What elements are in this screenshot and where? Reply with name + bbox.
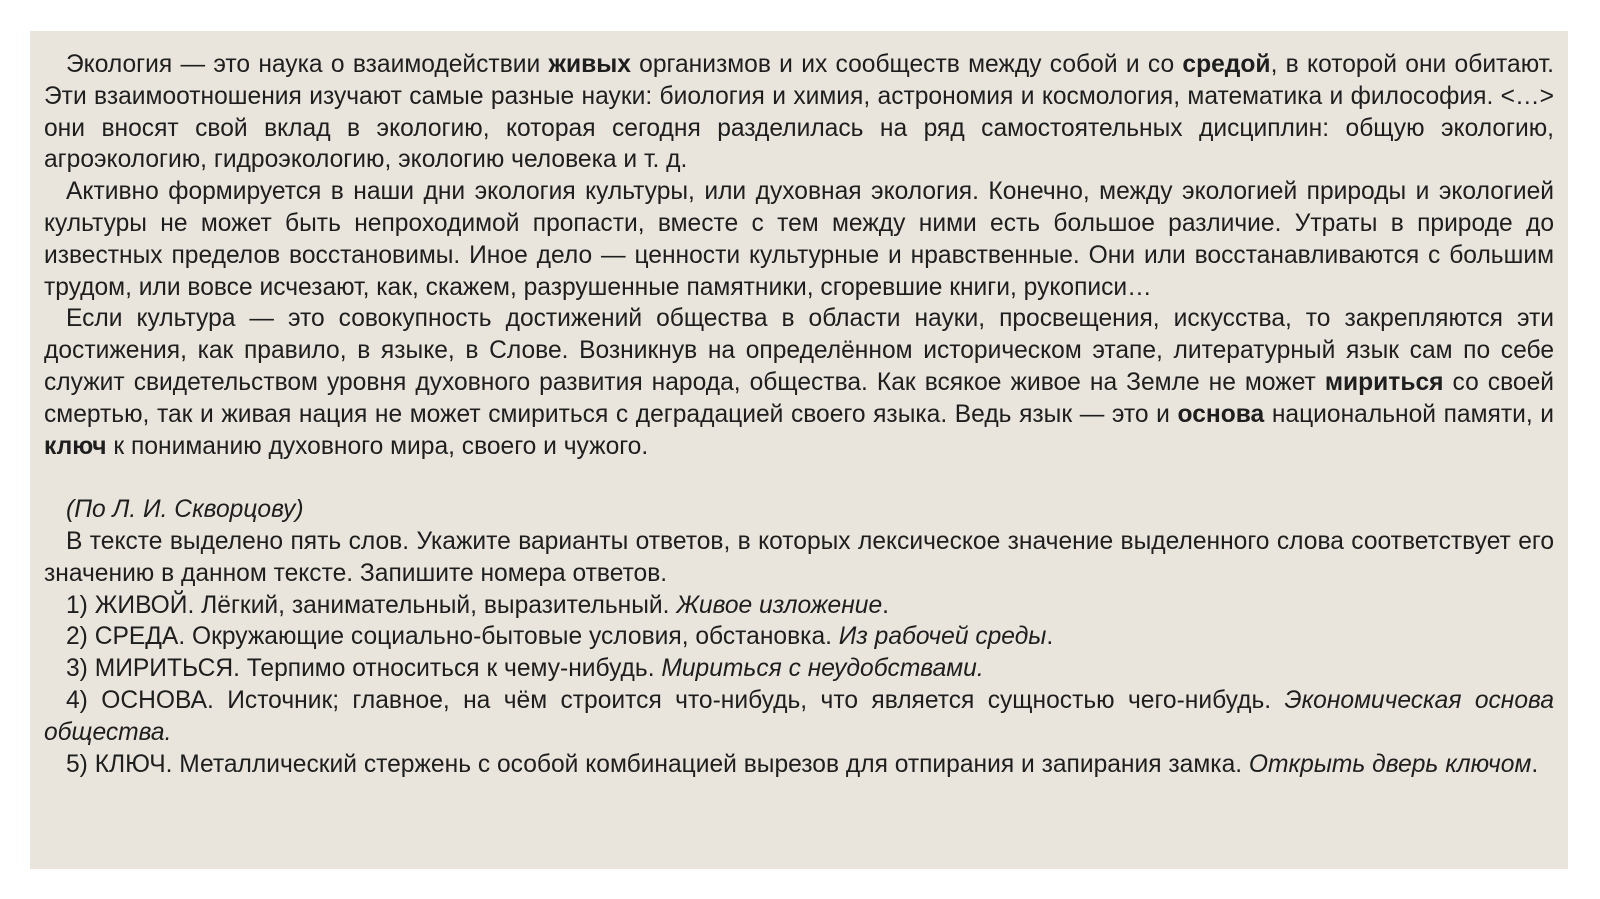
blank-line bbox=[44, 462, 1554, 494]
highlighted-word-klyuch: ключ bbox=[44, 432, 107, 460]
attribution-text: (По Л. И. Скворцову) bbox=[66, 496, 304, 524]
option-5 bbox=[44, 749, 1554, 781]
highlighted-word-zhivykh: живых bbox=[548, 51, 631, 78]
paragraph-ecology bbox=[44, 49, 1554, 176]
option-tail: . bbox=[882, 591, 889, 619]
option-tail: . bbox=[1531, 750, 1539, 778]
option-example: Экономическая основа общества. bbox=[44, 686, 1554, 746]
option-definition: 3) МИРИТЬСЯ. Терпимо относиться к чему-нибудь. bbox=[66, 655, 662, 683]
option-example: Открыть дверь ключом bbox=[1248, 750, 1532, 778]
option-2 bbox=[44, 621, 1554, 653]
option-example: Мириться с неудобствами. bbox=[661, 655, 984, 683]
option-definition: 1) ЖИВОЙ. Лёгкий, занимательный, выразительный. bbox=[66, 591, 677, 619]
text-run: национальной памяти, и bbox=[1264, 400, 1554, 428]
paragraph-culture-ecology: Активно формируется в наши дни экология культуры, или духовная экология. Конечно, между экологией природы и экологией культуры не может быть непроходимой пропасти, вместе с тем между ними есть большое различие. Утраты в природе до известных пределов восстановимы. Иное дело — ценности культурные и нравственные. Они или восстанавливаются с большим трудом, или вовсе исчезают, как, скажем, разрушенные памятники, сгоревшие книги, рукописи… bbox=[44, 178, 1554, 301]
option-definition: 5) КЛЮЧ. Металлический стержень с особой комбинацией вырезов для отпирания и запирания замка. bbox=[66, 750, 1249, 778]
highlighted-word-osnova: основа bbox=[1177, 400, 1265, 428]
attribution bbox=[44, 494, 1554, 526]
paragraph-language bbox=[44, 303, 1554, 462]
option-definition: 2) СРЕДА. Окружающие социально-бытовые условия, обстановка. bbox=[66, 623, 839, 651]
text-run: со своей смертью, так и живая нация не может смириться с деградацией своего языка. Ведь язык — это и bbox=[44, 368, 1554, 428]
document-page bbox=[30, 31, 1568, 869]
option-4 bbox=[44, 685, 1554, 749]
option-example: Живое изложение bbox=[676, 591, 883, 619]
text-run: Если культура — это совокупность достижений общества в области науки, просвещения, искусства, то закрепляются эти достижения, как правило, в языке, в Слове. Возникнув на определённом историческом этапе, литературный язык сам по себе служит свидетельством уровня духовного развития народа, общества. Как всякое живое на Земле не может bbox=[44, 305, 1554, 396]
option-example: Из рабочей среды bbox=[838, 623, 1047, 651]
highlighted-word-sredoy: средой bbox=[1182, 51, 1271, 78]
option-1 bbox=[44, 590, 1554, 622]
option-tail: . bbox=[1046, 623, 1054, 651]
option-definition: 4) ОСНОВА. Источник; главное, на чём строится что-нибудь, что является сущностью чего-нибудь. bbox=[66, 686, 1285, 714]
text-run: организмов и их сообществ между собой и со bbox=[630, 51, 1183, 78]
text-run: к пониманию духовного мира, своего и чужого. bbox=[106, 432, 649, 460]
highlighted-word-miritsya: мириться bbox=[1324, 368, 1444, 396]
text-run: Экология — это наука о взаимодействии bbox=[66, 51, 549, 78]
task-text: В тексте выделено пять слов. Укажите варианты ответов, в которых лексическое значение выделенного слова соответствует его значению в данном тексте. Запишите номера ответов. bbox=[44, 527, 1554, 587]
option-3 bbox=[44, 653, 1554, 685]
text-run: , в которой они обитают. Эти взаимоотношения изучают самые разные науки: биология и химия, астрономия и космология, математика и философия. <…> они вносят свой вклад в экологию, которая сегодня разделилась на ряд самостоятельных дисциплин: общую экологию, агроэкологию, гидроэкологию, экологию человека и т. д. bbox=[44, 51, 1554, 174]
document-text bbox=[44, 49, 1554, 780]
